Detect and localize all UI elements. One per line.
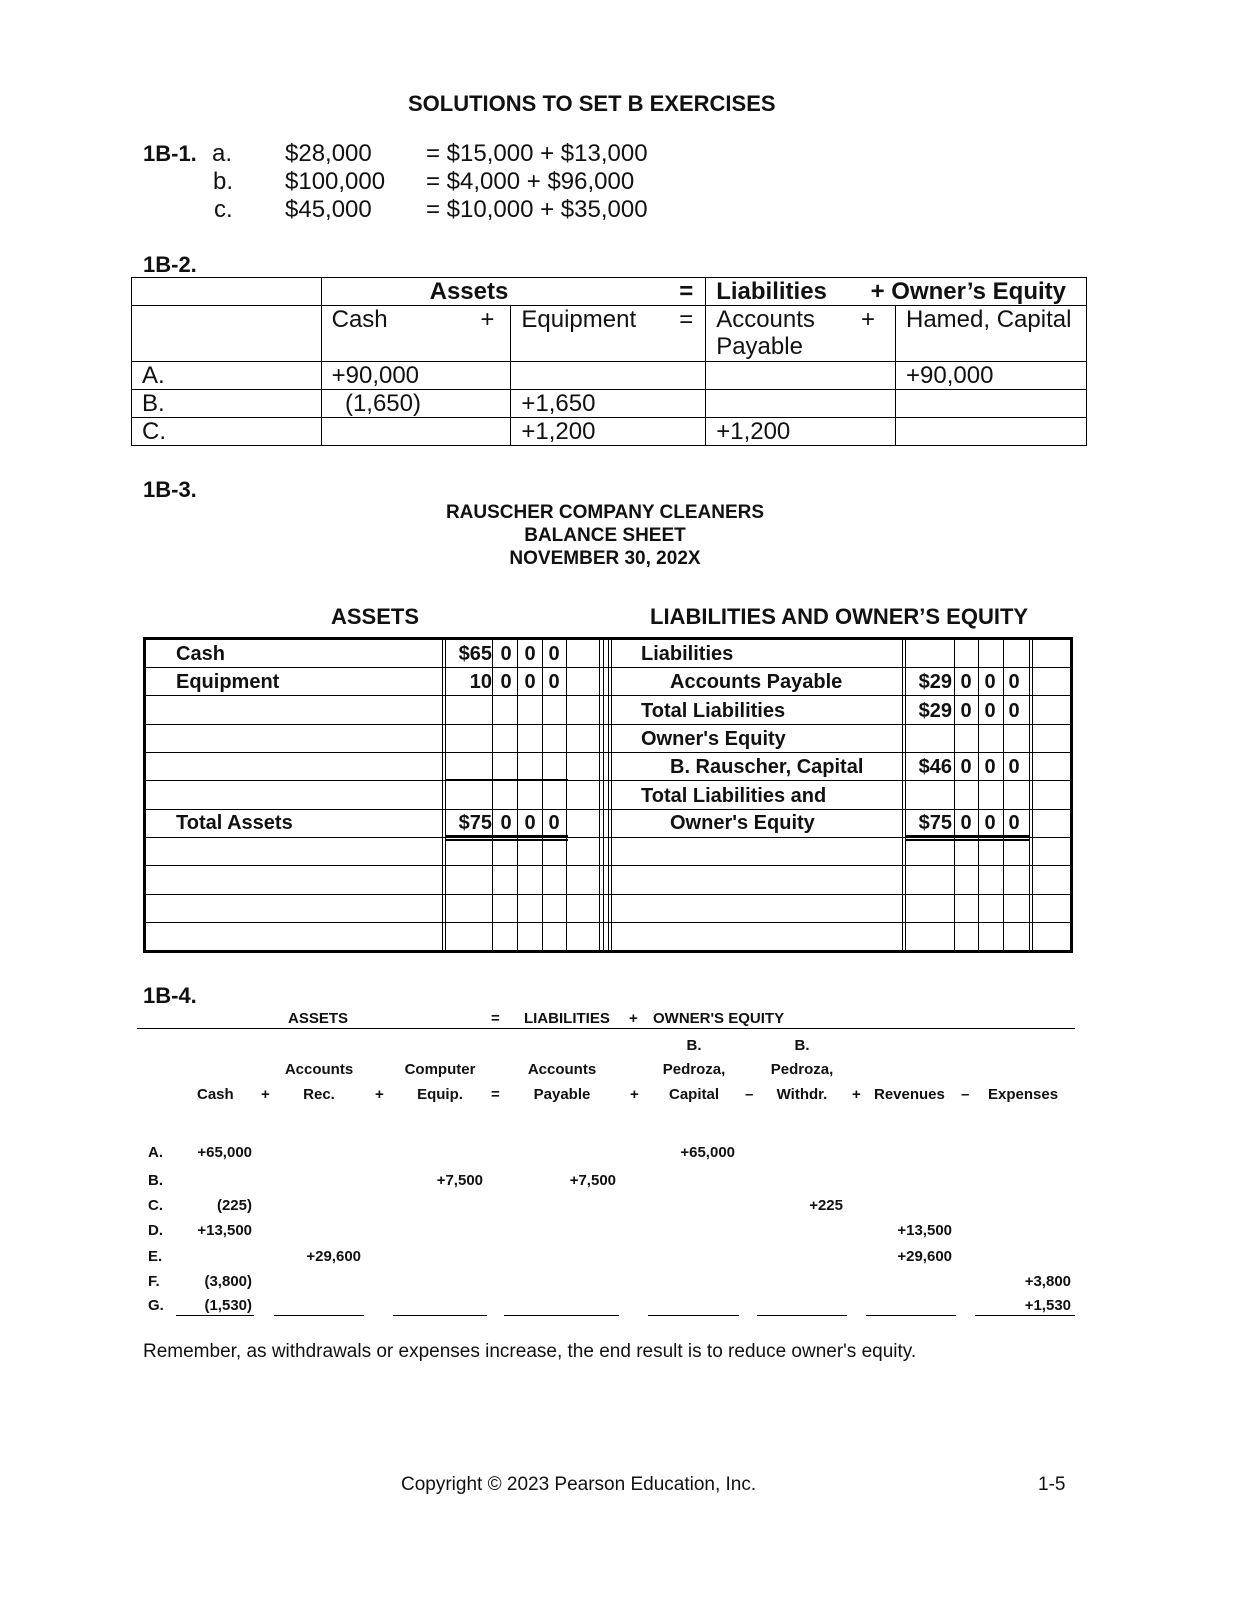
total-assets-digit: 0	[524, 812, 536, 834]
capital-header-initial: B.	[686, 1037, 702, 1054]
grid-line	[611, 640, 612, 950]
plus-sign: +	[860, 306, 875, 333]
grid-line	[1032, 640, 1033, 950]
equipment-digit: 0	[500, 671, 512, 693]
cash-cell: (1,650)	[321, 390, 511, 418]
statement-name: BALANCE SHEET	[524, 525, 686, 546]
capital-digit: 0	[960, 756, 972, 778]
assets-label: Assets	[429, 278, 509, 305]
equipment-cell	[511, 362, 706, 390]
accounts-payable-column-header	[706, 306, 896, 362]
row-letter: F.	[148, 1273, 160, 1290]
accounting-equation-table	[131, 277, 1087, 446]
cash-cell: (225)	[216, 1197, 252, 1214]
equals-sign: =	[679, 278, 694, 305]
revenues-cell: +13,500	[897, 1222, 952, 1239]
capital-cell	[896, 418, 1087, 446]
capital-digit: 0	[984, 756, 996, 778]
capital-label: B. Rauscher, Capital	[670, 756, 864, 778]
ap-digit: 0	[960, 671, 972, 693]
cash-cell: +90,000	[321, 362, 511, 390]
owners-equity-label: Owner's Equity	[641, 728, 786, 750]
row-letter: A.	[132, 362, 322, 390]
liabilities-equity-header	[706, 278, 1087, 306]
cash-cell: (3,800)	[204, 1273, 252, 1290]
grid-line	[608, 640, 609, 950]
cash-digit: 0	[500, 643, 512, 665]
total-liab-whole: $29	[918, 700, 952, 722]
plus-sign: +	[629, 1010, 638, 1027]
grid-line	[442, 640, 443, 950]
accounts-label: Accounts	[716, 306, 815, 333]
plus-sign: +	[852, 1086, 861, 1103]
total-liab-equity-label: Owner's Equity	[670, 812, 815, 834]
equipment-digit: 0	[548, 671, 560, 693]
equipment-whole: 10	[469, 671, 492, 693]
grid-line	[566, 640, 567, 950]
grid-line	[603, 640, 604, 950]
row-letter: B.	[132, 390, 322, 418]
total-double-rule	[906, 839, 1030, 841]
equipment-digit: 0	[524, 671, 536, 693]
copyright: Copyright © 2023 Pearson Education, Inc.	[401, 1474, 757, 1495]
equipment-label: Equipment	[176, 671, 280, 693]
total-liab-equity-label: Total Liabilities and	[641, 785, 827, 807]
row-letter: c.	[214, 196, 233, 223]
expenses-cell: +1,530	[1024, 1297, 1071, 1314]
accounts-payable-header: Payable	[533, 1086, 591, 1103]
equipment-label: Equipment	[521, 306, 637, 333]
row-total: $28,000	[285, 140, 372, 167]
equipment-cell: +1,650	[511, 390, 706, 418]
grid-line	[1029, 640, 1030, 950]
exercise-label: 1B-4.	[143, 983, 197, 1008]
column-underline	[393, 1315, 487, 1316]
total-assets-digit: 0	[500, 812, 512, 834]
plus-sign: +	[480, 306, 495, 333]
accounts-payable-label: Accounts Payable	[670, 671, 843, 693]
equipment-cell: +1,200	[511, 418, 706, 446]
cash-cell: +13,500	[197, 1222, 252, 1239]
ap-digit: 0	[984, 671, 996, 693]
total-assets-whole: $75	[458, 812, 492, 834]
row-total: $45,000	[285, 196, 372, 223]
statement-date: NOVEMBER 30, 202X	[509, 548, 701, 569]
row-letter: D.	[148, 1222, 163, 1239]
ap-whole: $29	[918, 671, 952, 693]
owners-equity-label: + Owner’s Equity	[870, 278, 1066, 305]
balance-sheet-heading	[0, 501, 1210, 570]
accounts-payable-cell: +1,200	[706, 418, 896, 446]
column-underline	[274, 1315, 364, 1316]
column-underline	[504, 1315, 619, 1316]
capital-header-name: Pedroza,	[662, 1061, 726, 1078]
minus-sign: –	[961, 1086, 970, 1103]
equipment-column-header	[511, 306, 706, 362]
total-assets-digit: 0	[548, 812, 560, 834]
grid-line	[492, 640, 493, 950]
withdrawal-header: Withdr.	[776, 1086, 828, 1103]
minus-sign: –	[745, 1086, 754, 1103]
equals-sign: =	[491, 1010, 500, 1027]
cash-cell: +65,000	[197, 1144, 252, 1161]
row-letter: b.	[213, 168, 234, 195]
row-total: $100,000	[285, 168, 386, 195]
row-equation: = $10,000 + $35,000	[426, 196, 648, 223]
total-le-digit: 0	[1008, 812, 1020, 834]
row-letter: C.	[148, 1197, 163, 1214]
cash-column-header	[321, 306, 511, 362]
table-header-row	[132, 278, 1087, 306]
total-le-digit: 0	[960, 812, 972, 834]
computer-equipment-header: Computer	[404, 1061, 476, 1078]
cash-label: Cash	[176, 643, 225, 665]
cash-header: Cash	[197, 1086, 234, 1103]
liabilities-equity-heading: LIABILITIES AND OWNER’S EQUITY	[650, 604, 1029, 629]
row-letter: C.	[132, 418, 322, 446]
revenues-header: Revenues	[874, 1086, 945, 1103]
cash-cell: (1,530)	[204, 1297, 252, 1314]
liabilities-label: Liabilities	[641, 643, 734, 665]
row-equation: = $15,000 + $13,000	[426, 140, 648, 167]
exercise-label: 1B-2.	[143, 252, 197, 277]
balance-sheet-grid	[143, 637, 1073, 953]
page-title: SOLUTIONS TO SET B EXERCISES	[408, 91, 776, 116]
withdrawal-cell: +225	[809, 1197, 843, 1214]
capital-digit: 0	[1008, 756, 1020, 778]
table-row	[132, 418, 1087, 446]
capital-cell	[896, 390, 1087, 418]
column-underline	[866, 1315, 956, 1316]
total-assets-label: Total Assets	[176, 812, 293, 834]
revenues-cell: +29,600	[897, 1248, 952, 1265]
accounts-payable-cell	[706, 362, 896, 390]
expenses-header: Expenses	[988, 1086, 1059, 1103]
column-underline	[176, 1315, 254, 1316]
exercise-label: 1B-1.	[143, 141, 197, 166]
liabilities-label: Liabilities	[716, 278, 827, 305]
company-name: RAUSCHER COMPANY CLEANERS	[445, 502, 765, 523]
withdrawal-header-initial: B.	[794, 1037, 810, 1054]
owners-equity-heading: OWNER'S EQUITY	[653, 1010, 785, 1027]
cash-label: Cash	[331, 306, 388, 333]
cash-digit: 0	[524, 643, 536, 665]
plus-sign: +	[375, 1086, 384, 1103]
page-number: 1-5	[1038, 1474, 1066, 1495]
payable-label: Payable	[716, 333, 803, 360]
cash-digit: 0	[548, 643, 560, 665]
plus-sign: +	[630, 1086, 639, 1103]
total-liab-digit: 0	[984, 700, 996, 722]
accounts-receivable-header: Accounts	[284, 1061, 354, 1078]
accounts-receivable-cell: +29,600	[306, 1248, 361, 1265]
capital-cell: +90,000	[896, 362, 1087, 390]
computer-equipment-header: Equip.	[417, 1086, 463, 1103]
grid-line	[599, 640, 600, 950]
capital-column-header: Hamed, Capital	[896, 306, 1087, 362]
ap-digit: 0	[1008, 671, 1020, 693]
withdrawal-header-name: Pedroza,	[770, 1061, 834, 1078]
capital-header: Capital	[668, 1086, 719, 1103]
capital-whole: $46	[918, 756, 952, 778]
accounts-receivable-header: Rec.	[303, 1086, 335, 1103]
row-equation: = $4,000 + $96,000	[426, 168, 635, 195]
subtotal-rule	[446, 779, 568, 781]
accounts-payable-cell	[706, 390, 896, 418]
table-row	[132, 390, 1087, 418]
total-double-rule	[446, 839, 568, 841]
table-subheader-row	[132, 306, 1087, 362]
cash-whole: $65	[458, 643, 492, 665]
table-row	[132, 362, 1087, 390]
heading-rule	[137, 1028, 1075, 1029]
computer-equipment-cell: +7,500	[436, 1172, 483, 1189]
total-liabilities-label: Total Liabilities	[641, 700, 786, 722]
grid-line	[902, 640, 903, 950]
column-underline	[648, 1315, 739, 1316]
accounts-payable-cell: +7,500	[569, 1172, 616, 1189]
explanatory-note: Remember, as withdrawals or expenses increase, the end result is to reduce owner's equity.	[143, 1341, 917, 1362]
plus-sign: +	[261, 1086, 270, 1103]
row-letter: a.	[212, 140, 233, 167]
expenses-cell: +3,800	[1024, 1273, 1071, 1290]
equals-sign: =	[679, 306, 694, 333]
cash-cell	[321, 418, 511, 446]
exercise-label: 1B-3.	[143, 477, 197, 502]
total-liab-digit: 0	[960, 700, 972, 722]
total-le-digit: 0	[984, 812, 996, 834]
row-letter: A.	[148, 1144, 163, 1161]
assets-heading: ASSETS	[331, 604, 420, 629]
column-underline	[757, 1315, 847, 1316]
row-letter: G.	[148, 1297, 164, 1314]
total-le-whole: $75	[918, 812, 952, 834]
capital-cell: +65,000	[680, 1144, 735, 1161]
assets-header	[321, 278, 706, 306]
row-letter: B.	[148, 1172, 163, 1189]
assets-heading: ASSETS	[288, 1010, 349, 1027]
column-underline	[975, 1315, 1075, 1316]
row-letter: E.	[148, 1248, 163, 1265]
total-liab-digit: 0	[1008, 700, 1020, 722]
accounts-payable-header: Accounts	[527, 1061, 597, 1078]
liabilities-heading: LIABILITIES	[524, 1010, 610, 1027]
equals-sign: =	[491, 1086, 500, 1103]
